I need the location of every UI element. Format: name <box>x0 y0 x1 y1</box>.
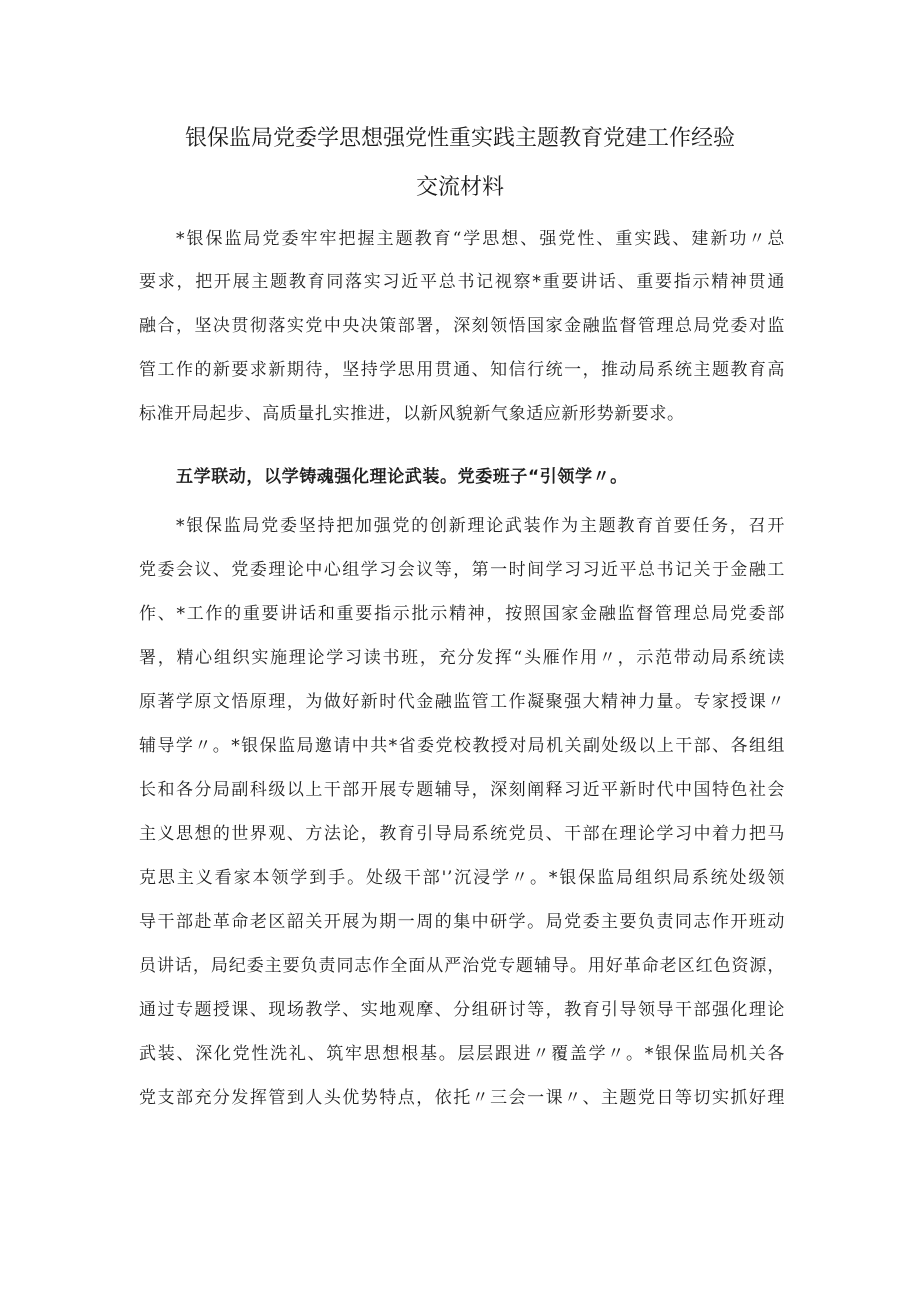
body-line: 员讲话，局纪委主要负责同志作全面从严治党专题辅导。用好革命老区红色资源， <box>139 956 785 976</box>
document-title-line-1: 银保监局党委学思想强党性重实践主题教育党建工作经验 <box>184 126 735 151</box>
body-line: 标准开局起步、高质量扎实推进，以新风貌新气象适应新形势新要求。 <box>139 404 685 424</box>
body-line: 原著学原文悟原理，为做好新时代金融监管工作凝聚强大精神力量。专家授课〃 <box>139 692 785 712</box>
body-line: 署，精心组织实施理论学习读书班，充分发挥“头雁作用〃，示范带动局系统读 <box>139 648 785 668</box>
body-line: *银保监局党委坚持把加强党的创新理论武装作为主题教育首要任务，召开 <box>176 516 785 536</box>
body-line: 要求，把开展主题教育同落实习近平总书记视察*重要讲话、重要指示精神贯通 <box>139 272 785 292</box>
body-line: 融合，坚决贯彻落实党中央决策部署，深刻领悟国家金融监督管理总局党委对监 <box>139 316 785 336</box>
body-line: 武装、深化党性洗礼、筑牢思想根基。层层跟进〃覆盖学〃。*银保监局机关各 <box>139 1044 785 1064</box>
section-heading: 五学联动，以学铸魂强化理论武装。党委班子“引领学〃。 <box>176 467 628 487</box>
body-line: 党支部充分发挥管到人头优势特点，依托〃三会一课〃、主题党日等切实抓好理 <box>139 1088 785 1108</box>
document-title-line-2: 交流材料 <box>415 175 504 200</box>
body-line: 克思主义看家本领学到手。处级干部'’沉浸学〃。*银保监局组织局系统处级领 <box>139 868 785 888</box>
body-line: 党委会议、党委理论中心组学习会议等，第一时间学习习近平总书记关于金融工 <box>139 560 785 580</box>
body-line: 主义思想的世界观、方法论，教育引导局系统党员、干部在理论学习中着力把马 <box>139 824 785 844</box>
body-line: 通过专题授课、现场教学、实地观摩、分组研讨等，教育引导领导干部强化理论 <box>139 1000 785 1020</box>
body-line: 辅导学〃。*银保监局邀请中共*省委党校教授对局机关副处级以上干部、各组组 <box>139 736 785 756</box>
body-line: *银保监局党委牢牢把握主题教育“学思想、强党性、重实践、建新功〃总 <box>176 229 785 249</box>
body-line: 导干部赴革命老区韶关开展为期一周的集中研学。局党委主要负责同志作开班动 <box>139 912 785 932</box>
body-line: 长和各分局副科级以上干部开展专题辅导，深刻阐释习近平新时代中国特色社会 <box>139 780 785 800</box>
body-line: 作、*工作的重要讲话和重要指示批示精神，按照国家金融监督管理总局党委部 <box>139 604 785 624</box>
body-line: 管工作的新要求新期待，坚持学思用贯通、知信行统一，推动局系统主题教育高 <box>139 360 785 380</box>
